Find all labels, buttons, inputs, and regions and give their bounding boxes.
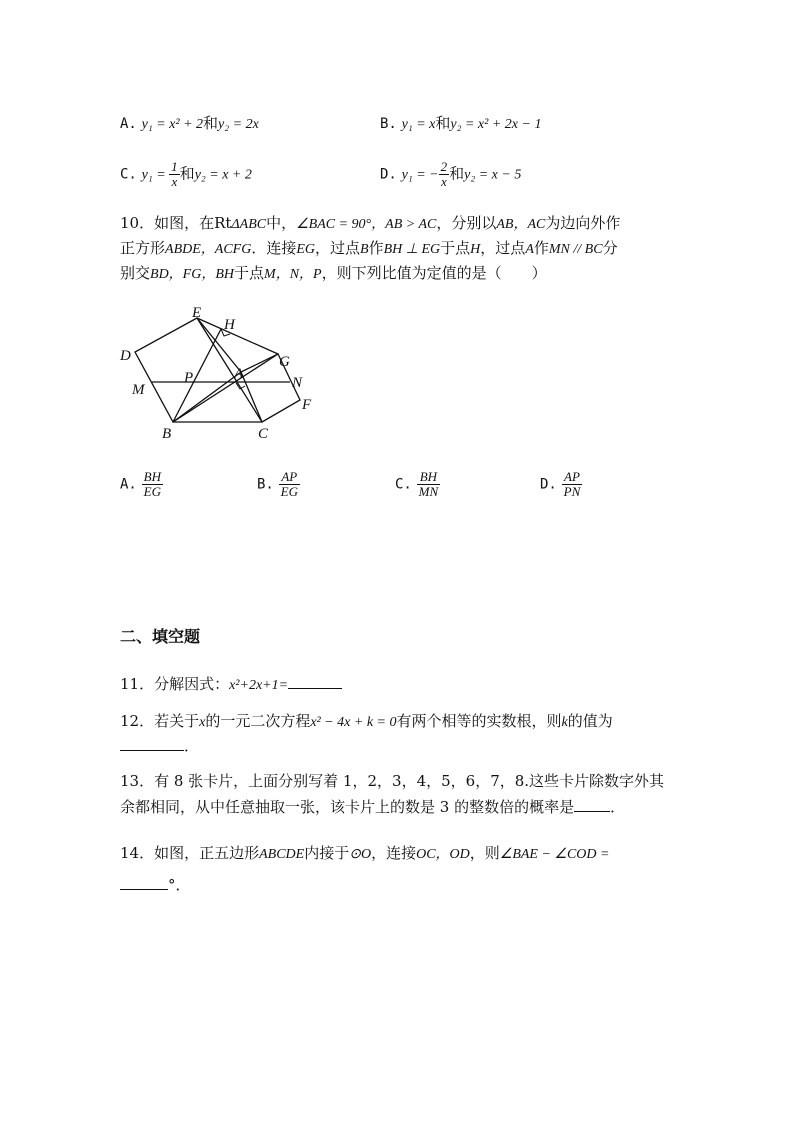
label-b: B [162, 426, 172, 442]
fraction: $\frac{AP}{EG}$ [280, 469, 298, 499]
label-d: D [120, 348, 131, 364]
answer-blank[interactable] [574, 798, 610, 812]
q14-line-1: 14．如图，正五边形ABCDE内接于⊙O，连接OC，OD，则∠BAE − ∠COD = [120, 844, 610, 862]
section-heading: 二、填空题 [120, 627, 201, 646]
q9-option-a: A. y₁ = x² + 2和y₂ = 2x [120, 114, 259, 132]
q9-option-c: C. y₁ = $\frac{1}{x}$ 和y₂ = x + 2 [120, 159, 252, 189]
label-g: G [279, 354, 290, 370]
answer-blank[interactable] [120, 876, 168, 890]
label-m: M [132, 382, 145, 398]
q10-line-2: 正方形ABDE，ACFG．连接EG，过点B作BH ⊥ EG于点H，过点A作MN // BC分 [120, 239, 618, 257]
q11: 11．分解因式：x²+2x+1= [120, 673, 342, 694]
segment-bh [173, 329, 221, 422]
label-h: H [224, 317, 235, 333]
q14-line-2: °． [120, 874, 191, 895]
fraction: $\frac{2}{x}$ [440, 159, 448, 189]
label-e: E [192, 305, 202, 321]
q10-option-b: B. $\frac{AP}{EG}$ [257, 469, 298, 499]
label-f: F [302, 397, 312, 413]
q10-option-c: C. $\frac{BH}{MN}$ [395, 469, 439, 499]
fraction: $\frac{BH}{EG}$ [143, 469, 161, 499]
q10-option-a: A. $\frac{BH}{EG}$ [120, 469, 161, 499]
fraction: $\frac{AP}{PN}$ [563, 469, 581, 499]
label-c: C [258, 426, 269, 442]
q12-line-1: 12．若关于x的一元二次方程x² − 4x + k = 0有两个相等的实数根，则k的值为 [120, 712, 613, 730]
q12-line-2: ． [120, 735, 199, 756]
fraction: $\frac{BH}{MN}$ [418, 469, 439, 499]
q10-option-d: D. $\frac{AP}{PN}$ [540, 469, 581, 499]
label-a: A [234, 366, 244, 382]
fraction: $\frac{1}{x}$ [171, 159, 178, 189]
answer-blank[interactable] [288, 675, 342, 689]
q13-line-1: 13．有 8 张卡片，上面分别写着 1，2，3，4，5，6，7，8.这些卡片除数字外其 [120, 772, 665, 790]
q13-line-2: 余都相同，从中任意抽取一张，该卡片上的数是 3 的整数倍的概率是 ． [120, 798, 626, 816]
segment-eg [197, 318, 278, 354]
q10-line-3: 别交BD，FG，BH于点M，N，P，则下列比值为定值的是（ ） [120, 264, 547, 282]
q10-line-1: 10．如图，在RtΔABC中，∠BAC = 90°，AB > AC，分别以AB，AC为边向外作 [120, 214, 621, 232]
q9-option-d: D. y₁ = − $\frac{2}{x}$ 和y₂ = x − 5 [380, 159, 522, 189]
q9-option-b: B. y₁ = x和y₂ = x² + 2x − 1 [380, 114, 542, 132]
label-n: N [292, 375, 303, 391]
label-p: P [184, 370, 194, 386]
answer-blank[interactable] [120, 737, 184, 751]
q10-geometry-figure [110, 298, 340, 446]
